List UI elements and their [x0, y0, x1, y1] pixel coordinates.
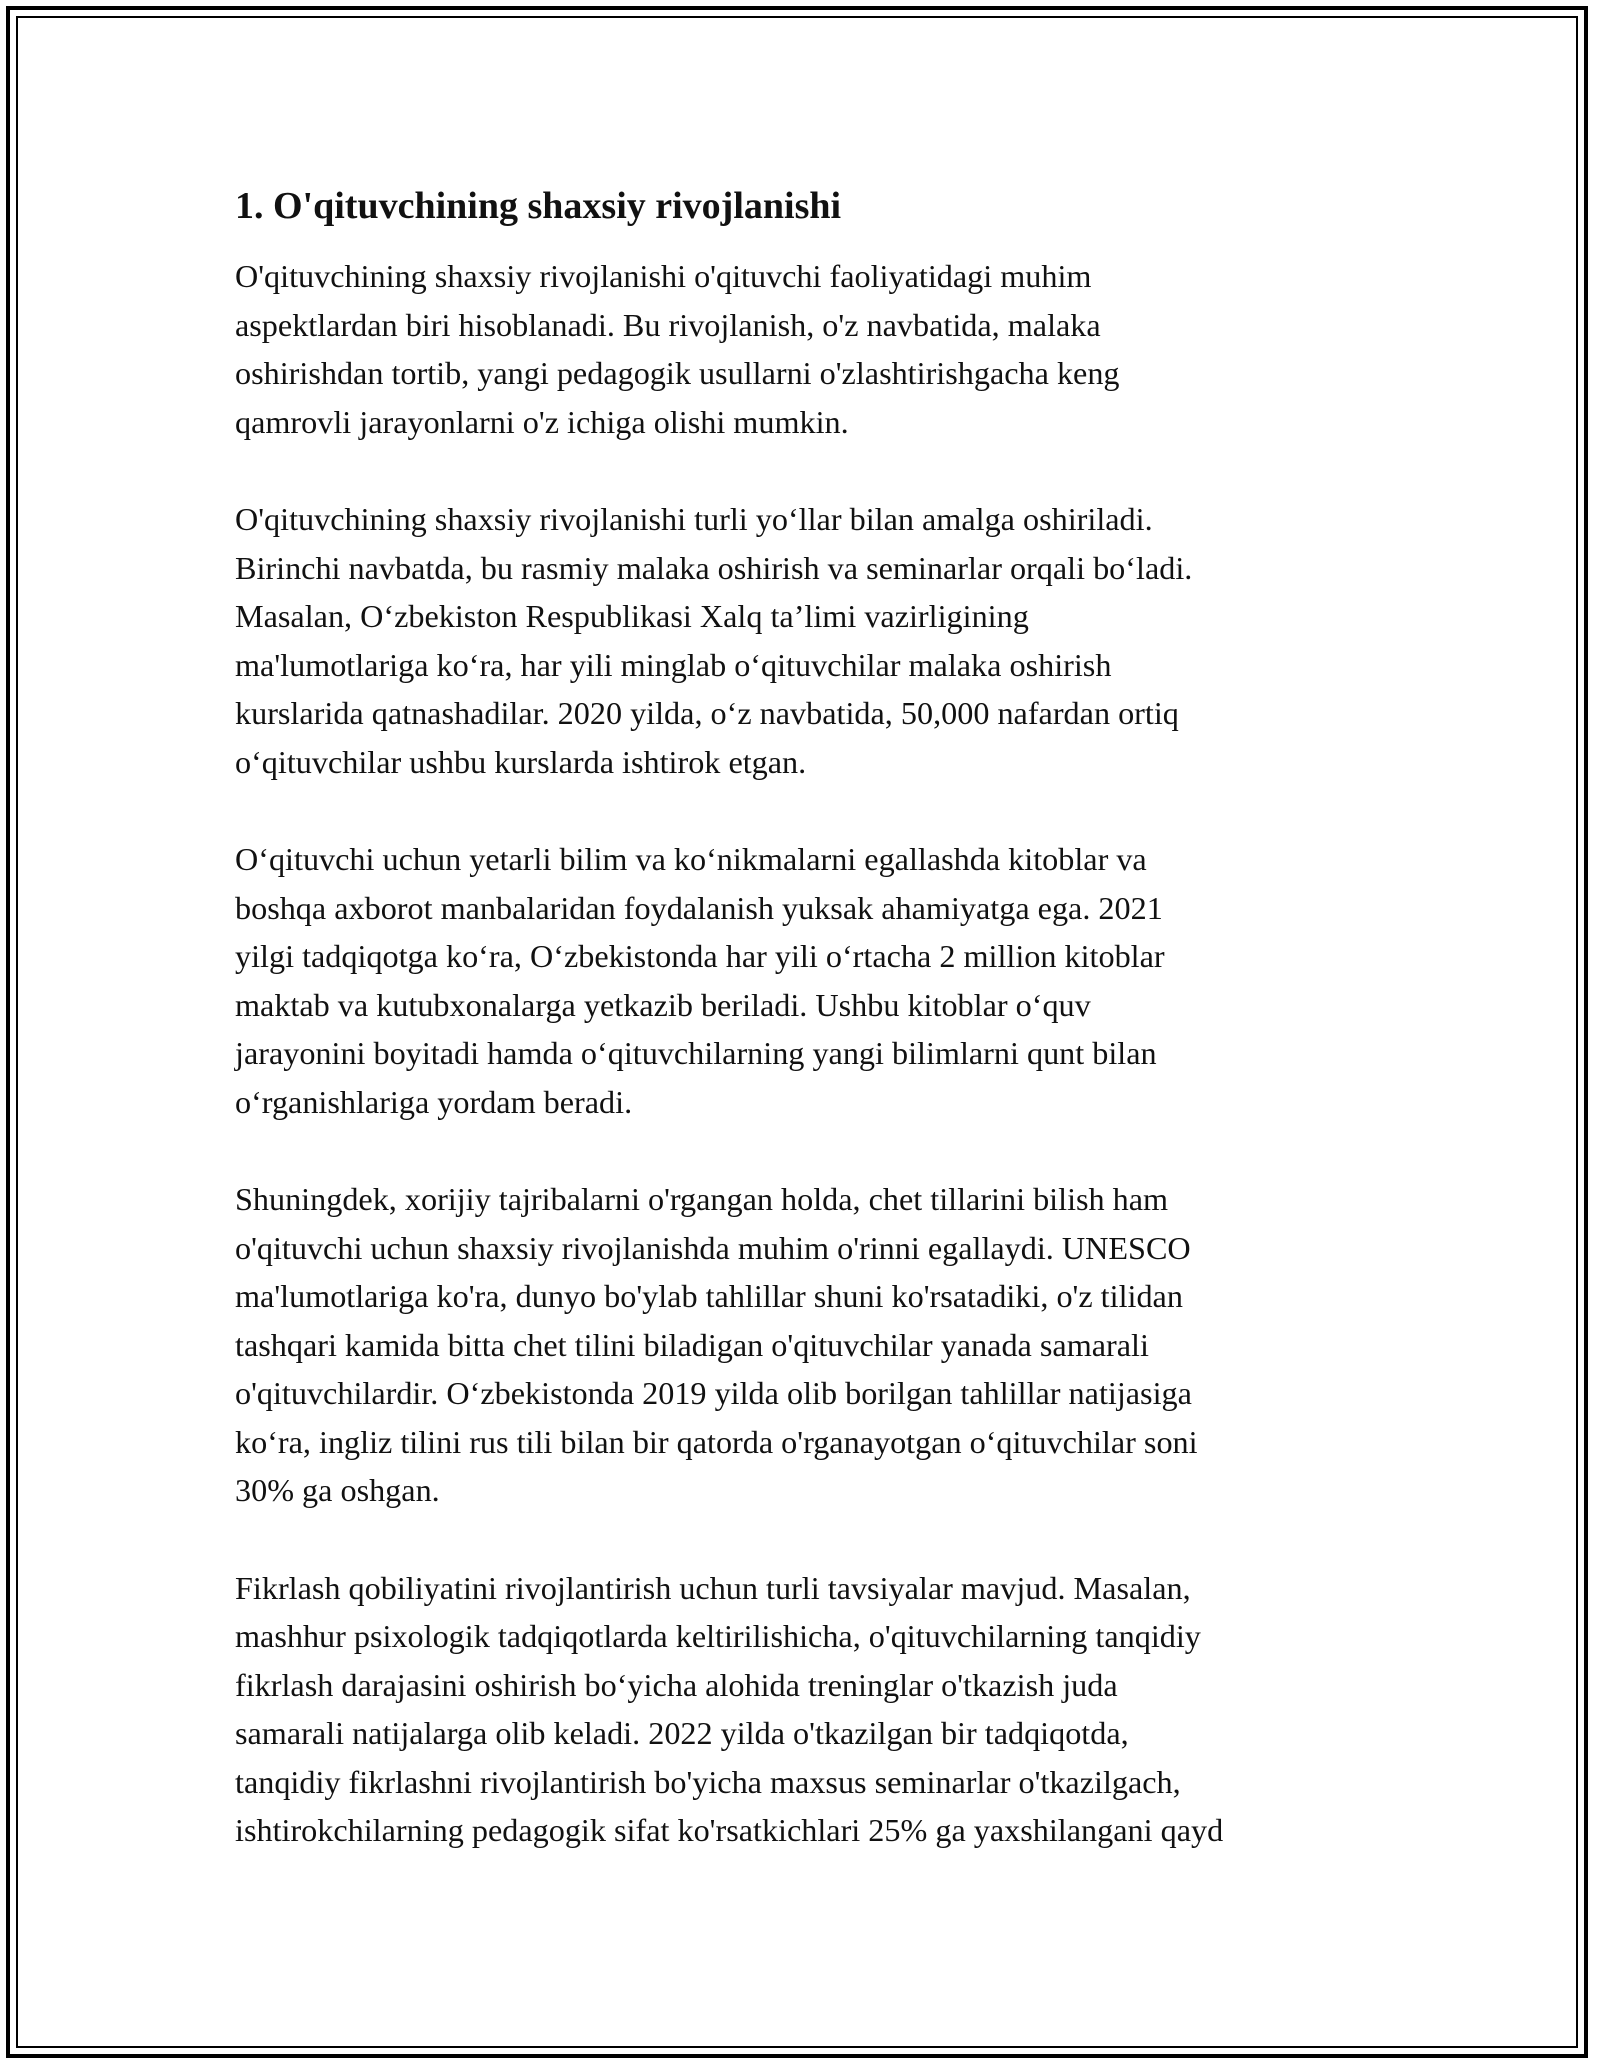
paragraph-4: Shuningdek, xorijiy tajribalarni o'rgangan holda, chet tillarini bilish ham o'qituvchi uchun shaxsiy rivojlanishda muhim o'rinni egallaydi. UNESCO ma'lumotlariga ko'ra, dunyo bo'ylab tahlillar shuni ko'rsatadiki, o'z tilidan tashqari kamida bitta chet tilini biladigan o'qituvchilar yanada samarali o'qituvchilardir. O‘zbekistonda 2019 yilda olib borilgan tahlillar natijasiga ko‘ra, ingliz tilini rus tili bilan bir qatorda o'rganayotgan o‘qituvchilar soni 30% ga oshgan. [235, 1181, 1198, 1508]
paragraph-5: Fikrlash qobiliyatini rivojlantirish uchun turli tavsiyalar mavjud. Masalan, mashhur psixologik tadqiqotlarda keltirilishicha, o'qituvchilarning tanqidiy fikrlash darajasini oshirish bo‘yicha alohida treninglar o'tkazish juda samarali natijalarga olib keladi. 2022 yilda o'tkazilgan bir tadqiqotda, tanqidiy fikrlashni rivojlantirish bo'yicha maxsus seminarlar o'tkazilgach, ishtirokchilarning pedagogik sifat ko'rsatkichlari 25% ga yaxshilangani qayd [235, 1569, 1224, 1848]
paragraph-2: O'qituvchining shaxsiy rivojlanishi turli yo‘llar bilan amalga oshiriladi. Birinchi navbatda, bu rasmiy malaka oshirish va seminarlar orqali bo‘ladi. Masalan, O‘zbekiston Respublikasi Xalq ta’limi vazirligining ma'lumotlariga ko‘ra, har yili minglab o‘qituvchilar malaka oshirish kurslarida qatnashadilar. 2020 yilda, o‘z navbatida, 50,000 nafardan ortiq o‘qituvchilar ushbu kurslarda ishtirok etgan. [235, 501, 1193, 780]
paragraph-1: O'qituvchining shaxsiy rivojlanishi o'qituvchi faoliyatidagi muhim aspektlardan biri hisoblanadi. Bu rivojlanish, o'z navbatida, malaka oshirishdan tortib, yangi pedagogik usullarni o'zlashtirishgacha keng qamrovli jarayonlarni o'z ichiga olishi mumkin. [235, 258, 1120, 440]
section-heading: 1. O'qituvchining shaxsiy rivojlanishi [235, 185, 842, 227]
document-body [235, 182, 1370, 1904]
paragraph-3: O‘qituvchi uchun yetarli bilim va ko‘nikmalarni egallashda kitoblar va boshqa axborot manbalaridan foydalanish yuksak ahamiyatga ega. 2021 yilgi tadqiqotga ko‘ra, O‘zbekistonda har yili o‘rtacha 2 million kitoblar maktab va kutubxonalarga yetkazib beriladi. Ushbu kitoblar o‘quv jarayonini boyitadi hamda o‘qituvchilarning yangi bilimlarni qunt bilan o‘rganishlariga yordam beradi. [235, 841, 1165, 1120]
